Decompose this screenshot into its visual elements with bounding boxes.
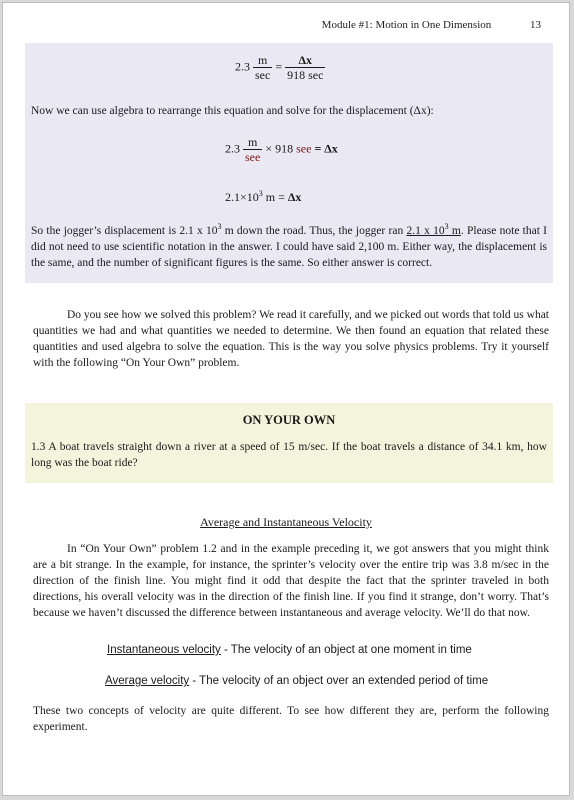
conclusion-answer-value: 2.1 x 10 [406,224,445,237]
eq1-unit-fraction [253,53,272,82]
eq3-mantissa: 2.1×10 [225,190,259,204]
conclusion-text-2: m down the road. Thus, the jogger ran [221,224,407,237]
eq2-result: = Δx [314,141,338,156]
section-title: Average and Instantaneous Velocity [200,515,372,529]
definition-term-instantaneous: Instantaneous velocity [107,644,221,656]
module-title: Module #1: Motion in One Dimension [321,19,492,31]
rearrange-text: Now we can use algebra to rearrange this equation and solve for the displacement (Δx): [31,105,434,117]
equation-result [225,189,301,205]
equation-rearranged [225,135,338,164]
eq2-unit-numerator: m [247,135,258,149]
conclusion-answer [406,222,461,237]
eq1-rhs-fraction [285,53,325,82]
eq1-unit-denominator: sec [255,68,271,82]
on-your-own-box [25,403,553,483]
closing-paragraph: These two concepts of velocity are quite different. To see how different they are, perform the following experiment. [33,705,549,733]
eq2-coefficient: 2.3 [225,141,240,156]
eq2-unit-fraction [243,135,262,164]
page-number: 13 [530,19,541,31]
eq2-unit-denominator: see [245,150,261,164]
eq1-coefficient: 2.3 [235,59,250,74]
conclusion-exponent-1: 3 [217,222,222,231]
eq3-unit: m = [262,190,288,204]
eq3-exponent: 3 [258,189,263,198]
section-intro: In “On Your Own” problem 1.2 and in the example preceding it, we got answers that you might think are a bit strange. In the example, for instance, the sprinter’s velocity over the entire trip was 3.8 m/sec in the direction of the finish line. You might find it odd that despite the fact that the sprinter traveled in both directions, his overall velocity was in the direction of the finish line. If you find it strange, don’t worry. That’s because we haven’t discussed the difference between instantaneous and average velocity. We’ll do that now. [33,543,549,619]
eq1-rhs-numerator: Δx [298,53,313,67]
eq2-cancelled-unit: see [296,141,312,156]
example-conclusion [31,219,547,271]
example-box [25,43,553,283]
page-header [3,19,541,31]
definition-average [105,675,488,687]
on-your-own-title: ON YOUR OWN [242,413,336,427]
conclusion-text-3: . Please note that I did not need to use scientific notation in the answer. I could have said 2,100 m. Either way, the displacement is the same, and the number of significant figures is the same. So either answer is correct. [31,224,548,269]
conclusion-exponent-2: 3 [444,222,449,231]
on-your-own-problem: 1.3 A boat travels straight down a river at a speed of 15 m/sec. If the boat travels a distance of 34.1 km, how long was the boat ride? [31,441,547,469]
eq1-rhs-denominator: 918 sec [287,68,324,82]
definition-text-instantaneous: - The velocity of an object at one moment in time [220,644,472,656]
equation-velocity [235,53,325,82]
eq1-equals: = [275,59,283,74]
body-paragraph: Do you see how we solved this problem? We read it carefully, and we picked out words that told us what quantities we had and what quantities we needed to determine. We then found an equation that related these quantities and used algebra to solve the equation. This is the way you solve physics problems. Try it yourself with the following “On Your Own” problem. [33,309,549,369]
definition-text-average: - The velocity of an object over an extended period of time [189,675,489,687]
definition-instantaneous [107,644,472,656]
eq2-multiplier: × 918 [265,141,294,156]
conclusion-answer-unit: m [448,224,461,237]
eq1-unit-numerator: m [257,53,268,67]
definition-term-average: Average velocity [105,675,190,687]
conclusion-text-1: So the jogger’s displacement is 2.1 x 10 [31,224,218,237]
textbook-page [2,2,570,796]
eq3-variable: Δx [287,190,302,204]
